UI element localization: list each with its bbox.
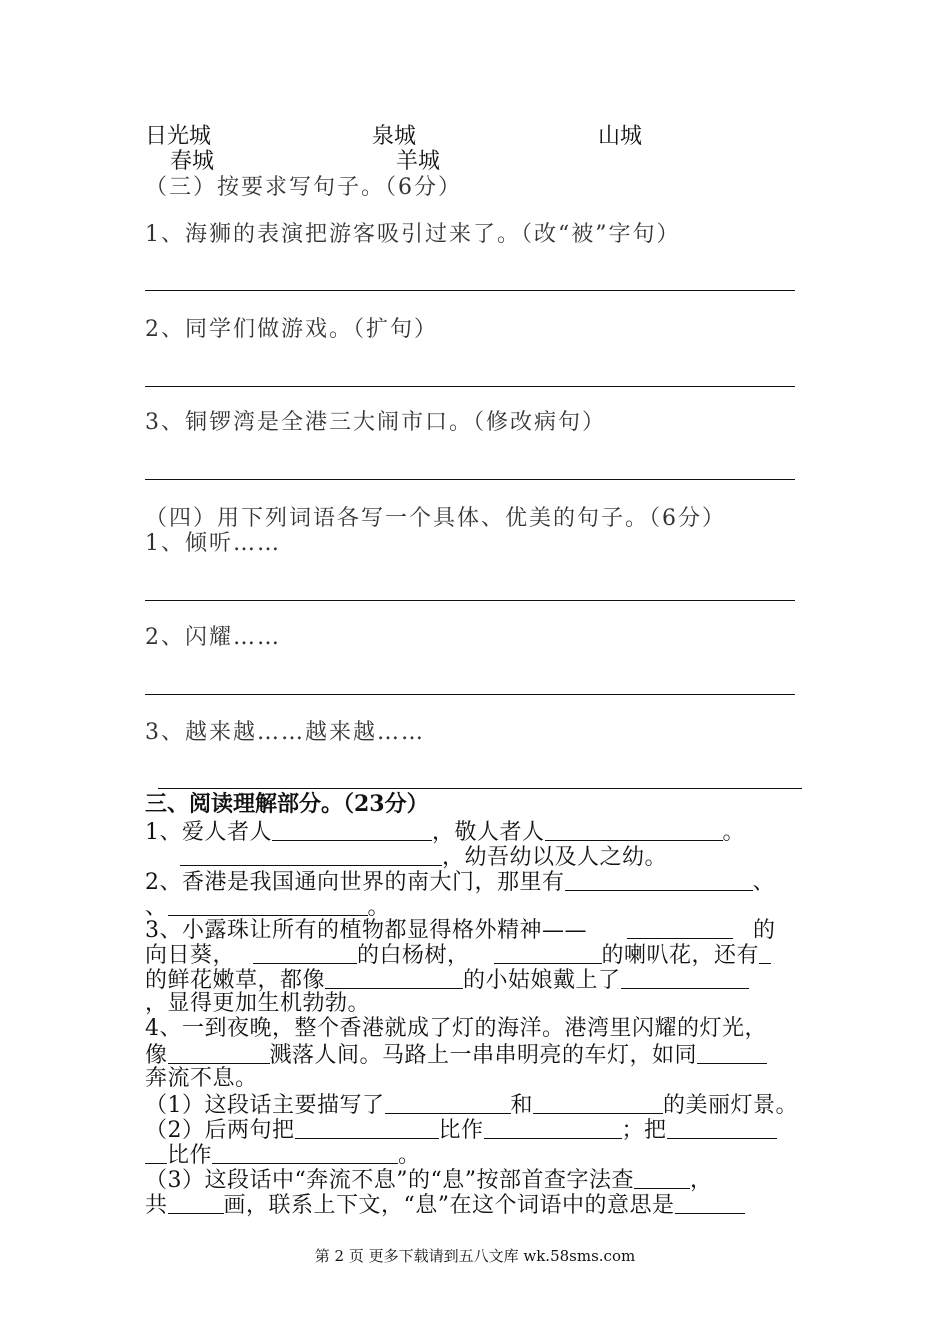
question-line: 、 。 — [145, 895, 391, 920]
question-line: 的鲜花嫩草，都像 的小姑娘戴上了 — [145, 966, 749, 994]
fill-blank[interactable] — [484, 1116, 622, 1139]
fill-blank[interactable] — [145, 1141, 167, 1164]
fill-blank[interactable] — [634, 1166, 690, 1189]
answer-line[interactable] — [145, 600, 795, 601]
question-text: 3、铜锣湾是全港三大闹市口。（修改病句） — [145, 410, 606, 435]
question-line: （3）这段话中“奔流不息”的“息”按部首查字法查 ， — [145, 1168, 713, 1193]
page-footer: 第 2 页 更多下载请到五八文库 wk.58sms.com — [314, 1247, 636, 1265]
fill-blank[interactable] — [494, 941, 602, 964]
section-title: （四）用下列词语各写一个具体、优美的句子。（6分） — [145, 506, 726, 531]
answer-line[interactable] — [145, 479, 795, 480]
fill-blank[interactable] — [545, 818, 723, 841]
fill-blank[interactable] — [325, 966, 463, 989]
fill-blank[interactable] — [168, 1191, 224, 1214]
section-title: 三、阅读理解部分。（23分） — [145, 791, 429, 817]
question-line: 比作 。 — [145, 1141, 421, 1169]
section-title: （三）按要求写句子。（6分） — [145, 175, 462, 200]
answer-line[interactable] — [145, 694, 795, 695]
question-line: （1）这段话主要描写了 和 的美丽灯景。 — [145, 1093, 799, 1118]
fill-blank[interactable] — [385, 1091, 511, 1114]
answer-line[interactable] — [145, 290, 795, 291]
question-line: 1、爱人者人 ，敬人者人 。 — [145, 820, 746, 845]
question-text: 1、倾听…… — [145, 531, 281, 556]
fill-blank[interactable] — [675, 1191, 745, 1214]
question-line: 4、一到夜晚，整个香港就成了灯的海洋。港湾里闪耀的灯光， — [145, 1016, 767, 1041]
question-text: 2、闪耀…… — [145, 625, 281, 650]
fill-blank[interactable] — [621, 966, 749, 989]
question-line: （2）后两句把 比作 ；把 — [145, 1116, 777, 1144]
fill-blank[interactable] — [565, 868, 753, 891]
fill-blank[interactable] — [697, 1041, 767, 1064]
fill-blank[interactable] — [533, 1091, 663, 1114]
fill-blank[interactable] — [272, 818, 432, 841]
fill-blank[interactable] — [180, 843, 442, 866]
question-line: 2、香港是我国通向世界的南大门，那里有 、 — [145, 870, 776, 895]
fill-blank[interactable] — [667, 1116, 777, 1139]
city-word: 泉城 — [372, 124, 417, 149]
fill-blank[interactable] — [759, 941, 771, 964]
fill-blank[interactable] — [168, 1041, 270, 1064]
answer-line[interactable] — [158, 788, 802, 789]
question-line: ，幼吾幼以及人之幼。 — [180, 843, 667, 871]
fill-blank[interactable] — [168, 893, 368, 916]
question-line: 向日葵， 的白杨树， 的喇叭花，还有 — [145, 941, 771, 969]
city-word: 春城 — [170, 149, 215, 174]
city-word: 羊城 — [396, 149, 441, 174]
answer-line[interactable] — [145, 386, 795, 387]
city-word: 山城 — [598, 124, 643, 149]
question-line: ，显得更加生机勃勃。 — [145, 991, 371, 1016]
question-line: 像 溅落人间。马路上一串串明亮的车灯，如同 — [145, 1041, 767, 1069]
fill-blank[interactable] — [253, 941, 357, 964]
city-word: 日光城 — [145, 124, 212, 149]
question-line: 奔流不息。 — [145, 1066, 258, 1091]
question-line: 3、小露珠让所有的植物都显得格外精神—— 的 — [145, 918, 776, 943]
question-text: 1、海狮的表演把游客吸引过来了。（改“被”字句） — [145, 222, 681, 247]
fill-blank[interactable] — [627, 916, 733, 939]
fill-blank[interactable] — [212, 1141, 398, 1164]
question-line: 共 画，联系上下文，“息”在这个词语中的意思是 — [145, 1191, 745, 1219]
question-text: 3、越来越……越来越…… — [145, 720, 425, 745]
question-text: 2、同学们做游戏。（扩句） — [145, 317, 438, 342]
fill-blank[interactable] — [295, 1116, 439, 1139]
